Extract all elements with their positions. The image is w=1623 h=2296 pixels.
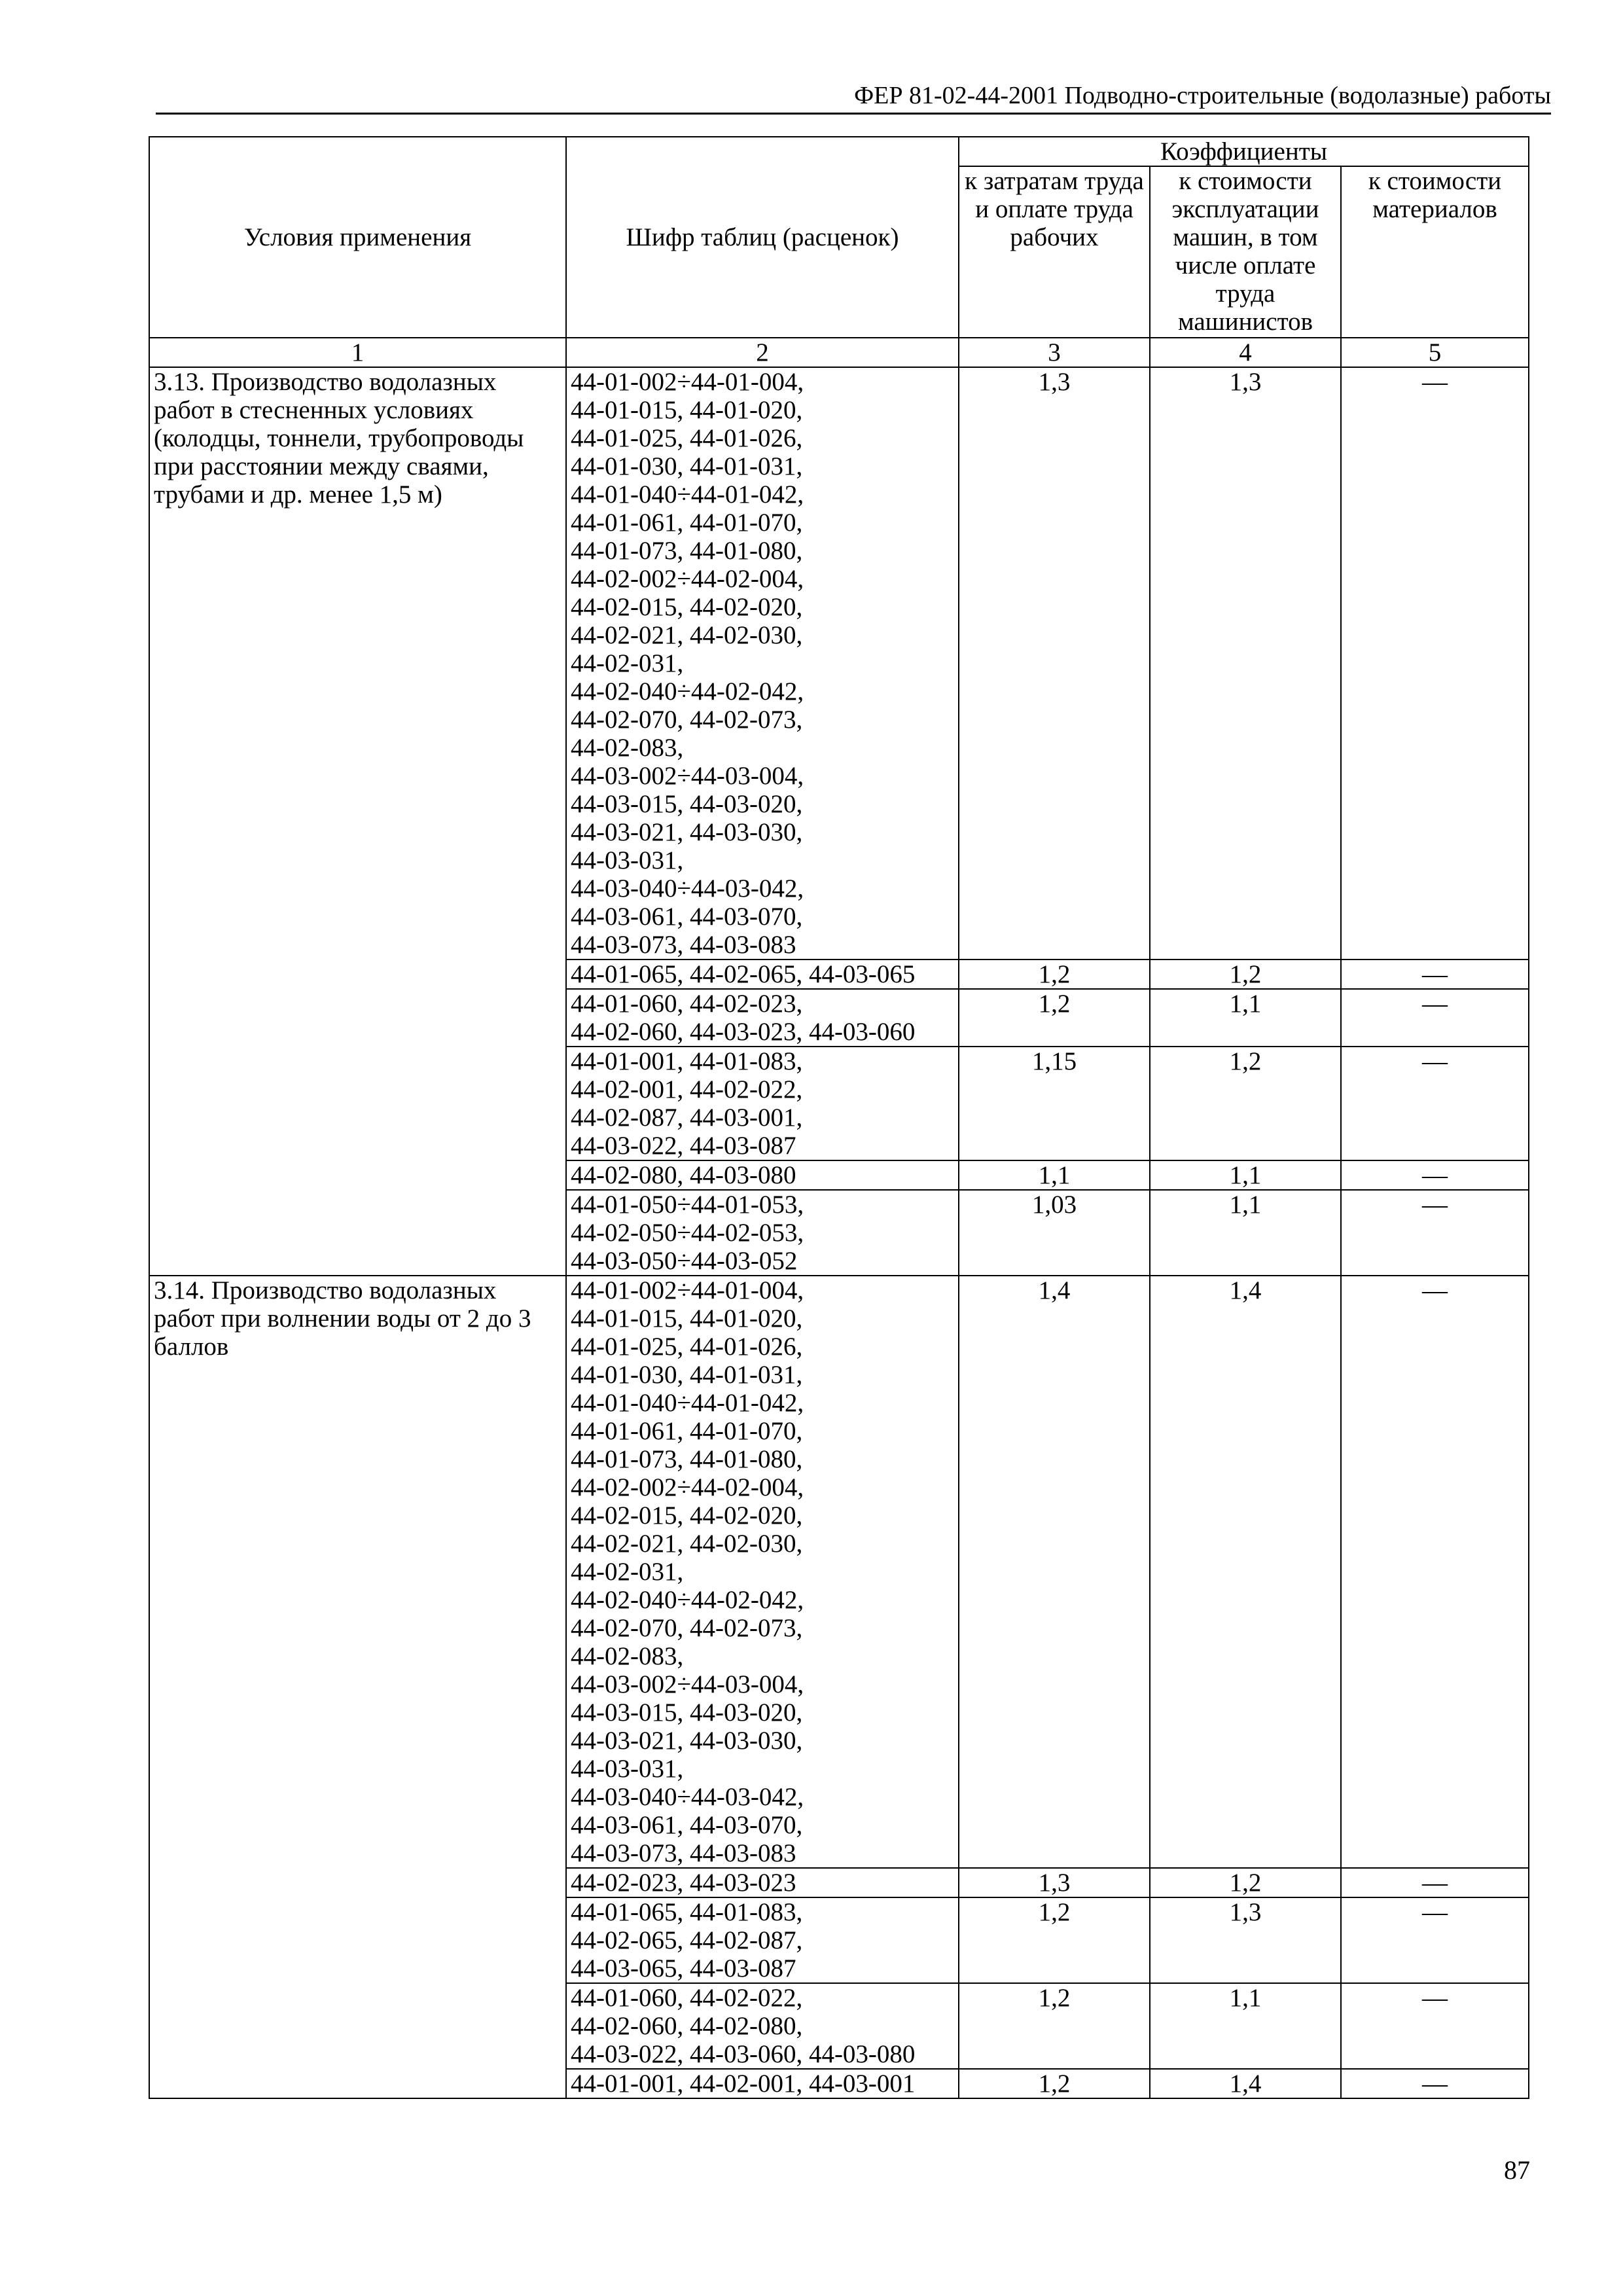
header-conditions: Условия применения <box>149 137 566 338</box>
labor-coefficient: 1,4 <box>959 1276 1150 1868</box>
code-line: 44-02-031, <box>571 1558 684 1586</box>
page-number: 87 <box>1504 2155 1530 2185</box>
materials-coefficient: — <box>1341 367 1529 960</box>
code-line: 44-02-040÷44-02-042, <box>571 677 804 706</box>
labor-coefficient: 1,1 <box>959 1160 1150 1190</box>
machines-coefficient: 1,3 <box>1150 1897 1341 1983</box>
running-header <box>156 73 1551 115</box>
materials-coefficient: — <box>1341 1276 1529 1868</box>
code-line: 44-01-001, 44-02-001, 44-03-001 <box>571 2070 916 2098</box>
machines-coefficient: 1,4 <box>1150 1276 1341 1868</box>
code-line: 44-02-080, 44-03-080 <box>571 1161 796 1189</box>
codes-cell <box>566 1983 959 2069</box>
code-line: 44-01-060, 44-02-023, <box>571 990 803 1018</box>
codes-cell <box>566 1160 959 1190</box>
code-line: 44-02-070, 44-02-073, <box>571 1614 803 1642</box>
codes-cell <box>566 1897 959 1983</box>
code-line: 44-03-073, 44-03-083 <box>571 931 796 959</box>
machines-coefficient: 1,2 <box>1150 1868 1341 1897</box>
code-line: 44-03-002÷44-03-004, <box>571 1670 804 1698</box>
header-materials: к стоимости материалов <box>1341 166 1529 338</box>
codes-cell <box>566 1868 959 1897</box>
code-line: 44-02-087, 44-03-001, <box>571 1103 803 1132</box>
labor-coefficient: 1,03 <box>959 1190 1150 1276</box>
header-labor: к затратам труда и оплате труда рабочих <box>959 166 1150 338</box>
machines-coefficient: 1,1 <box>1150 1190 1341 1276</box>
code-line: 44-02-021, 44-02-030, <box>571 621 803 649</box>
codes-cell <box>566 2069 959 2098</box>
codes-cell <box>566 989 959 1047</box>
column-number: 2 <box>566 338 959 367</box>
code-line: 44-02-040÷44-02-042, <box>571 1586 804 1614</box>
header-machines: к стоимости эксплуатации машин, в том числе оплате труда машинистов <box>1150 166 1341 338</box>
code-line: 44-01-073, 44-01-080, <box>571 1445 803 1473</box>
code-line: 44-03-065, 44-03-087 <box>571 1954 796 1982</box>
table-row <box>149 367 1529 960</box>
header-coefficients: Коэффициенты <box>959 137 1529 166</box>
coefficients-table <box>149 136 1529 2099</box>
code-line: 44-01-040÷44-01-042, <box>571 480 804 509</box>
code-line: 44-01-015, 44-01-020, <box>571 396 803 424</box>
code-line: 44-02-083, <box>571 1642 684 1670</box>
code-line: 44-01-065, 44-01-083, <box>571 1898 803 1926</box>
code-line: 44-01-002÷44-01-004, <box>571 1276 804 1304</box>
code-line: 44-03-031, <box>571 1755 684 1783</box>
code-line: 44-02-065, 44-02-087, <box>571 1926 803 1954</box>
code-line: 44-03-022, 44-03-087 <box>571 1132 796 1160</box>
code-line: 44-03-050÷44-03-052 <box>571 1247 798 1275</box>
table-row <box>149 1276 1529 1868</box>
codes-cell <box>566 367 959 960</box>
code-line: 44-01-025, 44-01-026, <box>571 1333 803 1361</box>
code-line: 44-02-021, 44-02-030, <box>571 1530 803 1558</box>
condition-cell: 3.14. Производство водолазных работ при волнении воды от 2 до 3 баллов <box>149 1276 566 2098</box>
materials-coefficient: — <box>1341 960 1529 989</box>
labor-coefficient: 1,15 <box>959 1047 1150 1160</box>
materials-coefficient: — <box>1341 1047 1529 1160</box>
code-line: 44-01-001, 44-01-083, <box>571 1047 803 1075</box>
code-line: 44-01-065, 44-02-065, 44-03-065 <box>571 960 916 988</box>
labor-coefficient: 1,3 <box>959 1868 1150 1897</box>
machines-coefficient: 1,1 <box>1150 989 1341 1047</box>
materials-coefficient: — <box>1341 1160 1529 1190</box>
materials-coefficient: — <box>1341 1868 1529 1897</box>
machines-coefficient: 1,4 <box>1150 2069 1341 2098</box>
codes-cell <box>566 1276 959 1868</box>
code-line: 44-02-001, 44-02-022, <box>571 1075 803 1103</box>
labor-coefficient: 1,3 <box>959 367 1150 960</box>
code-line: 44-02-015, 44-02-020, <box>571 593 803 621</box>
code-line: 44-01-060, 44-02-022, <box>571 1984 803 2012</box>
code-line: 44-02-002÷44-02-004, <box>571 1473 804 1501</box>
code-line: 44-03-021, 44-03-030, <box>571 1727 803 1755</box>
condition-cell: 3.13. Производство водолазных работ в стесненных условиях (колодцы, тоннели, трубопроводы при расстоянии между сваями, трубами и др. менее 1,5 м) <box>149 367 566 1276</box>
code-line: 44-01-040÷44-01-042, <box>571 1389 804 1417</box>
code-line: 44-03-061, 44-03-070, <box>571 1811 803 1839</box>
code-line: 44-01-061, 44-01-070, <box>571 1417 803 1445</box>
machines-coefficient: 1,3 <box>1150 367 1341 960</box>
materials-coefficient: — <box>1341 2069 1529 2098</box>
code-line: 44-02-031, <box>571 649 684 677</box>
code-line: 44-01-025, 44-01-026, <box>571 424 803 452</box>
code-line: 44-03-015, 44-03-020, <box>571 790 803 818</box>
codes-cell <box>566 960 959 989</box>
code-line: 44-01-002÷44-01-004, <box>571 368 804 396</box>
header-codes: Шифр таблиц (расценок) <box>566 137 959 338</box>
code-line: 44-03-002÷44-03-004, <box>571 762 804 790</box>
code-line: 44-02-060, 44-03-023, 44-03-060 <box>571 1018 916 1046</box>
code-line: 44-02-070, 44-02-073, <box>571 706 803 734</box>
code-line: 44-03-073, 44-03-083 <box>571 1839 796 1867</box>
code-line: 44-02-015, 44-02-020, <box>571 1501 803 1530</box>
code-line: 44-03-022, 44-03-060, 44-03-080 <box>571 2040 916 2068</box>
code-line: 44-01-050÷44-01-053, <box>571 1191 804 1219</box>
codes-cell <box>566 1190 959 1276</box>
labor-coefficient: 1,2 <box>959 2069 1150 2098</box>
column-number: 1 <box>149 338 566 367</box>
machines-coefficient: 1,1 <box>1150 1160 1341 1190</box>
column-number: 5 <box>1341 338 1529 367</box>
code-line: 44-03-021, 44-03-030, <box>571 818 803 846</box>
machines-coefficient: 1,2 <box>1150 960 1341 989</box>
code-line: 44-03-031, <box>571 846 684 874</box>
column-number: 4 <box>1150 338 1341 367</box>
column-number: 3 <box>959 338 1150 367</box>
code-line: 44-01-015, 44-01-020, <box>571 1304 803 1333</box>
machines-coefficient: 1,2 <box>1150 1047 1341 1160</box>
materials-coefficient: — <box>1341 1983 1529 2069</box>
labor-coefficient: 1,2 <box>959 1983 1150 2069</box>
code-line: 44-03-040÷44-03-042, <box>571 874 804 903</box>
code-line: 44-02-060, 44-02-080, <box>571 2012 803 2040</box>
document-title: ФЕР 81-02-44-2001 Подводно-строительные (водолазные) работы <box>854 82 1551 109</box>
labor-coefficient: 1,2 <box>959 1897 1150 1983</box>
codes-cell <box>566 1047 959 1160</box>
code-line: 44-01-030, 44-01-031, <box>571 452 803 480</box>
code-line: 44-02-023, 44-03-023 <box>571 1869 796 1897</box>
code-line: 44-01-061, 44-01-070, <box>571 509 803 537</box>
code-line: 44-01-030, 44-01-031, <box>571 1361 803 1389</box>
code-line: 44-02-083, <box>571 734 684 762</box>
materials-coefficient: — <box>1341 989 1529 1047</box>
materials-coefficient: — <box>1341 1190 1529 1276</box>
code-line: 44-03-061, 44-03-070, <box>571 903 803 931</box>
code-line: 44-02-002÷44-02-004, <box>571 565 804 593</box>
labor-coefficient: 1,2 <box>959 989 1150 1047</box>
code-line: 44-01-073, 44-01-080, <box>571 537 803 565</box>
machines-coefficient: 1,1 <box>1150 1983 1341 2069</box>
labor-coefficient: 1,2 <box>959 960 1150 989</box>
code-line: 44-02-050÷44-02-053, <box>571 1219 804 1247</box>
code-line: 44-03-040÷44-03-042, <box>571 1783 804 1811</box>
materials-coefficient: — <box>1341 1897 1529 1983</box>
code-line: 44-03-015, 44-03-020, <box>571 1698 803 1727</box>
